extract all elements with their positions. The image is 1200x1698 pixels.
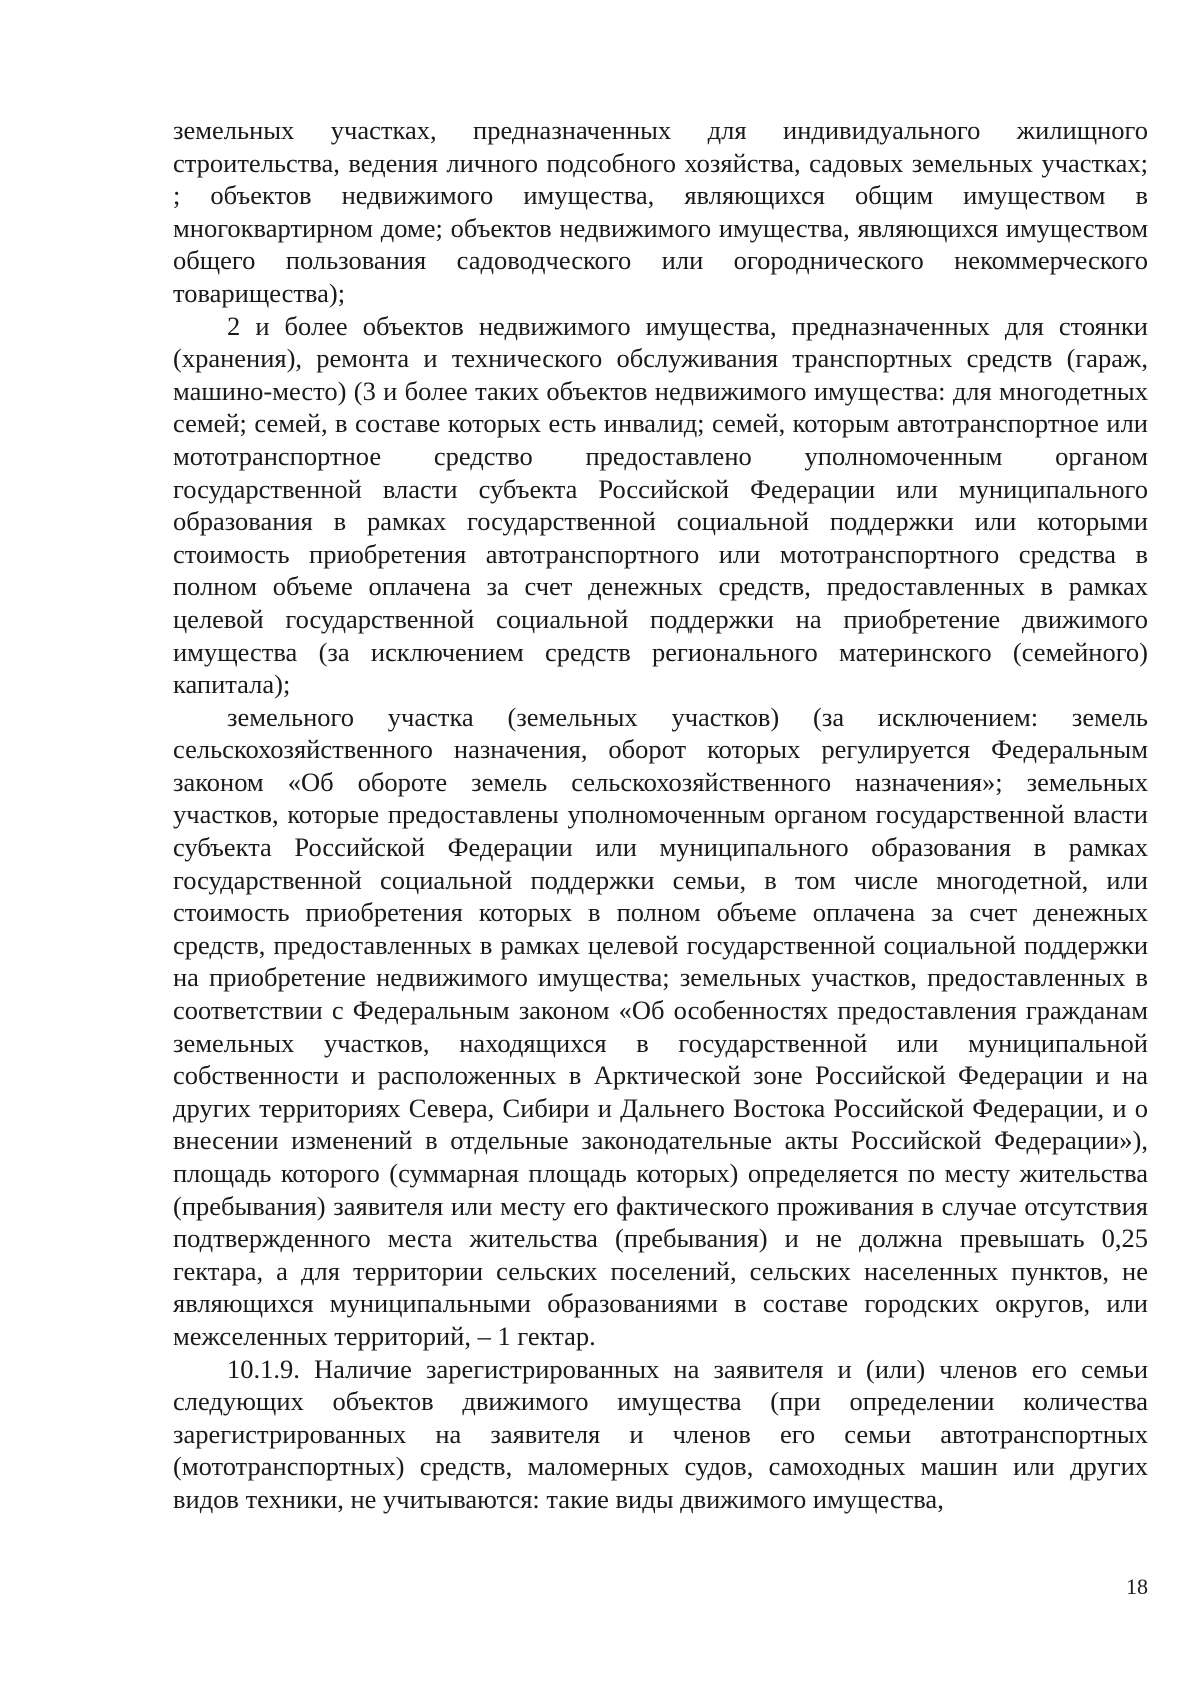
document-body (173, 114, 1148, 1516)
paragraph-garage-objects: 2 и более объектов недвижимого имущества, предназначенных для стоянки (хранения), ремонта и технического обслуживания транспортных средств (гараж, машино-место) (3 и более таких объектов недвижимого имущества: для многодетных семей; семей, в составе которых есть инвалид; семей, которым автотранспортное или мототранспортное средство предоставлено уполномоченным органом государственной власти субъекта Российской Федерации или муниципального образования в рамках государственной социальной поддержки или которыми стоимость приобретения автотранспортного или мототранспортного средства в полном объеме оплачена за счет денежных средств, предоставленных в рамках целевой государственной социальной поддержки на приобретение движимого имущества (за исключением средств регионального материнского (семейного) капитала); (173, 310, 1148, 700)
paragraph-10-1-9: 10.1.9. Наличие зарегистрированных на заявителя и (или) членов его семьи следующих объектов движимого имущества (при определении количества зарегистрированных на заявителя и членов его семьи автотранспортных (мототранспортных) средств, маломерных судов, самоходных машин или других видов техники, не учитываются: такие виды движимого имущества, (173, 1353, 1148, 1514)
paragraph-continuation: земельных участках, предназначенных для индивидуального жилищного строительства, ведения личного подсобного хозяйства, садовых земельных участках; ; объектов недвижимого имущества, являющихся общим имуществом в многоквартирном доме; объектов недвижимого имущества, являющихся имуществом общего пользования садоводческого или огороднического некоммерческого товарищества); (173, 115, 1148, 308)
paragraph-land-plot: земельного участка (земельных участков) (за исключением: земель сельскохозяйственного назначения, оборот которых регулируется Федеральным законом «Об обороте земель сельскохозяйственного назначения»; земельных участков, которые предоставлены уполномоченным органом государственной власти субъекта Российской Федерации или муниципального образования в рамках государственной социальной поддержки семьи, в том числе многодетной, или стоимость приобретения которых в полном объеме оплачена за счет денежных средств, предоставленных в рамках целевой государственной социальной поддержки на приобретение недвижимого имущества; земельных участков, предоставленных в соответствии с Федеральным законом «Об особенностях предоставления гражданам земельных участков, находящихся в государственной или муниципальной собственности и расположенных в Арктической зоне Российской Федерации и на других территориях Севера, Сибири и Дальнего Востока Российской Федерации, и о внесении изменений в отдельные законодательные акты Российской Федерации»), площадь которого (суммарная площадь которых) определяется по месту жительства (пребывания) заявителя или месту его фактического проживания в случае отсутствия подтвержденного места жительства (пребывания) и не должна превышать 0,25 гектара, а для территории сельских поселений, сельских населенных пунктов, не являющихся муниципальными образованиями в составе городских округов, или межселенных территорий, – 1 гектар. (173, 701, 1148, 1351)
page-number: 18 (1126, 1574, 1148, 1599)
